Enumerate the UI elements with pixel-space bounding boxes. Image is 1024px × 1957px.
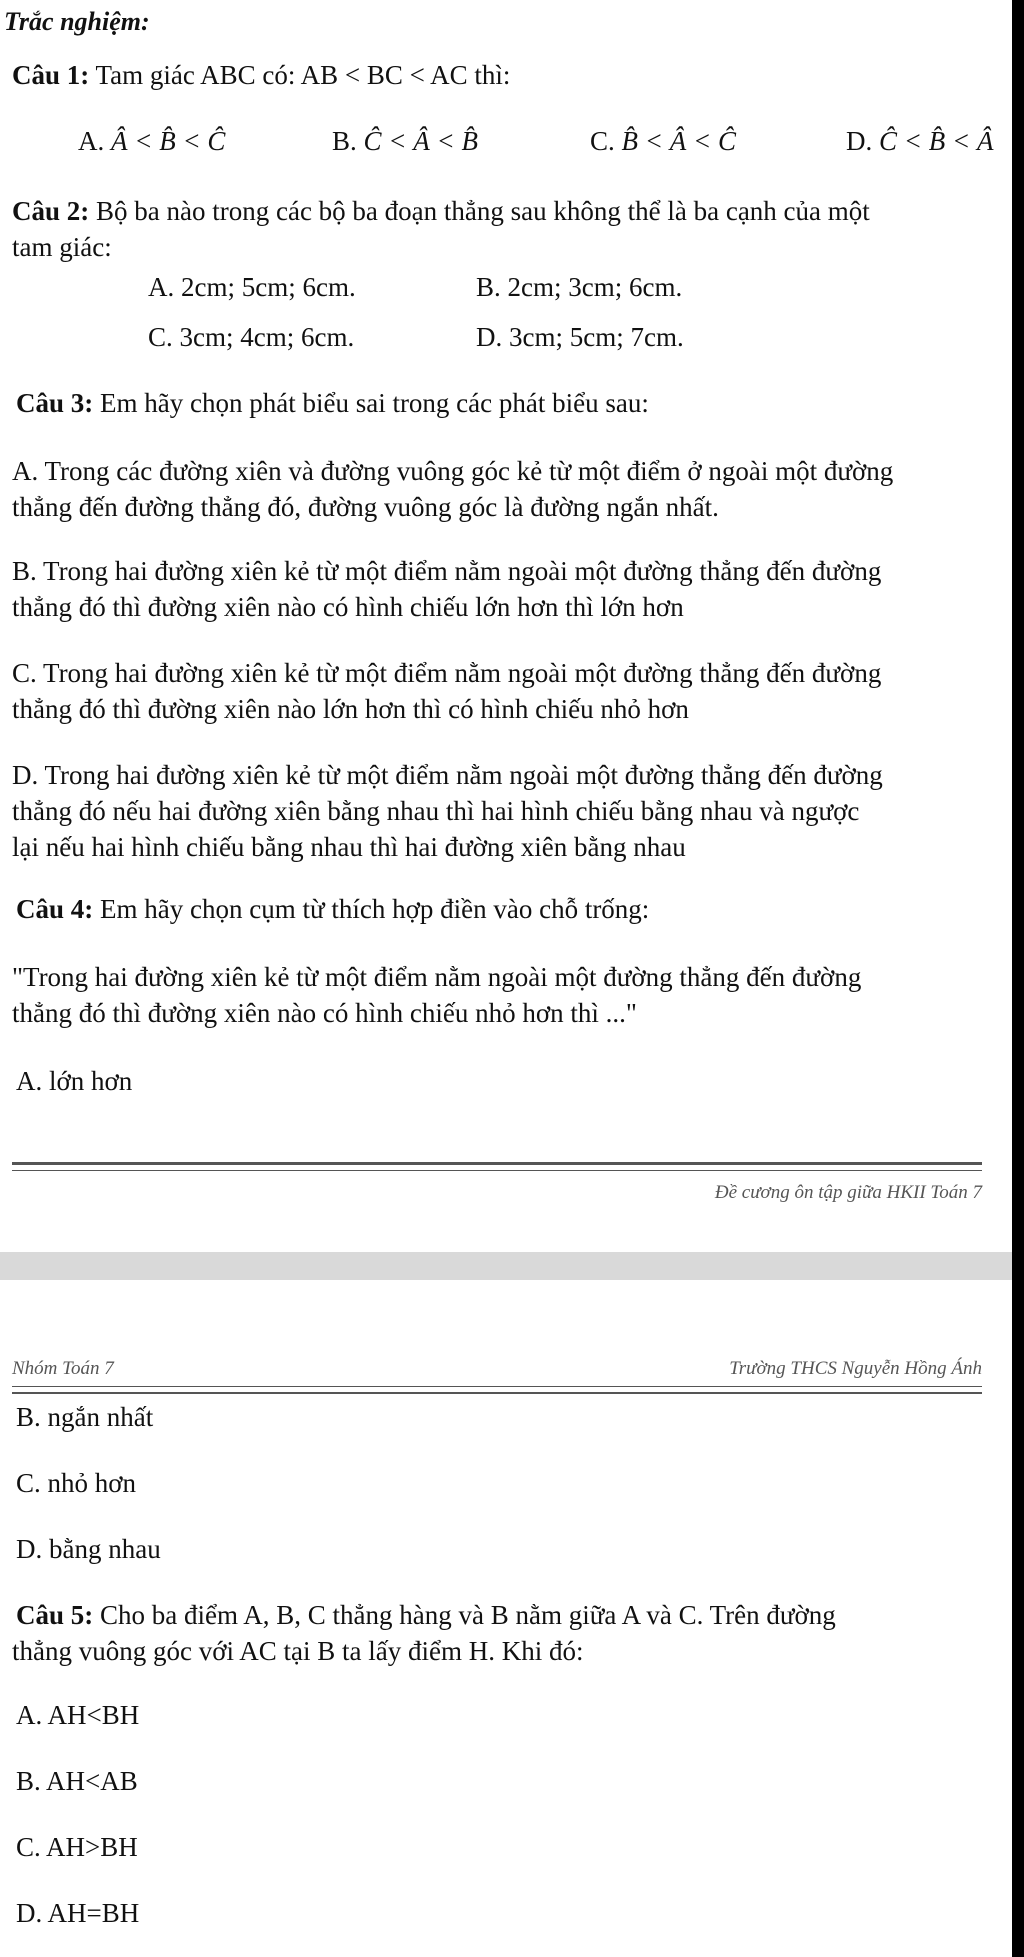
q3-option-c-line2: thẳng đó thì đường xiên nào lớn hơn thì có hình chiếu nhỏ hơn bbox=[12, 694, 689, 724]
question-3 bbox=[16, 384, 649, 423]
q4-quote-line2: thẳng đó thì đường xiên nào có hình chiếu nhỏ hơn thì ..." bbox=[12, 998, 637, 1028]
question-5-label: Câu 5: bbox=[16, 1600, 94, 1630]
question-2-text-line1: Bộ ba nào trong các bộ ba đoạn thẳng sau không thể là ba cạnh của một bbox=[89, 196, 870, 226]
q4-option-c: C. nhỏ hơn bbox=[16, 1468, 137, 1498]
question-4-label: Câu 4: bbox=[16, 894, 94, 924]
q5-option-d: D. AH=BH bbox=[16, 1898, 140, 1928]
q3-option-d-line2: thẳng đó nếu hai đường xiên bằng nhau thì hai hình chiếu bằng nhau và ngược bbox=[12, 796, 860, 826]
question-3-label: Câu 3: bbox=[16, 388, 94, 418]
q1-option-b: B. Ĉ < Â < B̂ bbox=[332, 126, 478, 156]
question-2-label: Câu 2: bbox=[12, 196, 90, 226]
q4-option-a: A. lớn hơn bbox=[16, 1066, 133, 1096]
footer-rule-top bbox=[12, 1162, 982, 1165]
q1-option-d: D. Ĉ < B̂ < Â bbox=[846, 126, 994, 156]
q4-quote-line1: "Trong hai đường xiên kẻ từ một điểm nằm ngoài một đường thẳng đến đường bbox=[12, 962, 862, 992]
q2-option-d: D. 3cm; 5cm; 7cm. bbox=[476, 322, 684, 352]
q2-option-b: B. 2cm; 3cm; 6cm. bbox=[476, 272, 683, 302]
q1-option-a: A. Â < B̂ < Ĉ bbox=[78, 126, 226, 156]
question-1-text: Tam giác ABC có: AB < BC < AC thì: bbox=[89, 60, 511, 90]
q4-option-d: D. bằng nhau bbox=[16, 1534, 161, 1564]
question-3-text: Em hãy chọn phát biểu sai trong các phát biểu sau: bbox=[93, 388, 649, 418]
header-rule-top bbox=[12, 1386, 982, 1387]
footer-rule-bottom bbox=[12, 1170, 982, 1171]
q5-option-c: C. AH>BH bbox=[16, 1832, 138, 1862]
question-5-text-line2: thẳng vuông góc với AC tại B ta lấy điểm H. Khi đó: bbox=[12, 1636, 584, 1666]
question-1 bbox=[12, 56, 510, 95]
q3-option-a-line2: thẳng đến đường thẳng đó, đường vuông góc là đường ngắn nhất. bbox=[12, 492, 719, 522]
footer-doc-title: Đề cương ôn tập giữa HKII Toán 7 bbox=[714, 1182, 982, 1203]
question-2-text-line2: tam giác: bbox=[12, 232, 112, 262]
question-5-text-line1: Cho ba điểm A, B, C thẳng hàng và B nằm giữa A và C. Trên đường bbox=[93, 1600, 836, 1630]
question-4 bbox=[16, 890, 649, 929]
q3-option-d-line3: lại nếu hai hình chiếu bằng nhau thì hai đường xiên bằng nhau bbox=[12, 832, 686, 862]
header-group-name: Nhóm Toán 7 bbox=[12, 1358, 114, 1379]
q3-option-b-line1: B. Trong hai đường xiên kẻ từ một điểm nằm ngoài một đường thẳng đến đường bbox=[12, 556, 882, 586]
q2-option-a: A. 2cm; 5cm; 6cm. bbox=[148, 272, 356, 302]
header-rule-bottom bbox=[12, 1392, 982, 1394]
header-school-name: Trường THCS Nguyễn Hồng Ánh bbox=[729, 1358, 982, 1379]
q3-option-d-line1: D. Trong hai đường xiên kẻ từ một điểm nằm ngoài một đường thẳng đến đường bbox=[12, 760, 883, 790]
q3-option-c-line1: C. Trong hai đường xiên kẻ từ một điểm nằm ngoài một đường thẳng đến đường bbox=[12, 658, 882, 688]
question-4-text: Em hãy chọn cụm từ thích hợp điền vào chỗ trống: bbox=[93, 894, 650, 924]
section-heading: Trắc nghiệm: bbox=[4, 7, 150, 36]
q3-option-b-line2: thẳng đó thì đường xiên nào có hình chiếu lớn hơn thì lớn hơn bbox=[12, 592, 684, 622]
question-2 bbox=[12, 192, 870, 231]
q3-option-a-line1: A. Trong các đường xiên và đường vuông góc kẻ từ một điểm ở ngoài một đường bbox=[12, 456, 894, 486]
q4-option-b: B. ngắn nhất bbox=[16, 1402, 154, 1432]
q2-option-c: C. 3cm; 4cm; 6cm. bbox=[148, 322, 355, 352]
q1-option-c: C. B̂ < Â < Ĉ bbox=[590, 126, 736, 156]
question-1-label: Câu 1: bbox=[12, 60, 90, 90]
page-break-gap bbox=[0, 1252, 1012, 1280]
q5-option-a: A. AH<BH bbox=[16, 1700, 140, 1730]
q5-option-b: B. AH<AB bbox=[16, 1766, 138, 1796]
question-5 bbox=[16, 1596, 836, 1635]
